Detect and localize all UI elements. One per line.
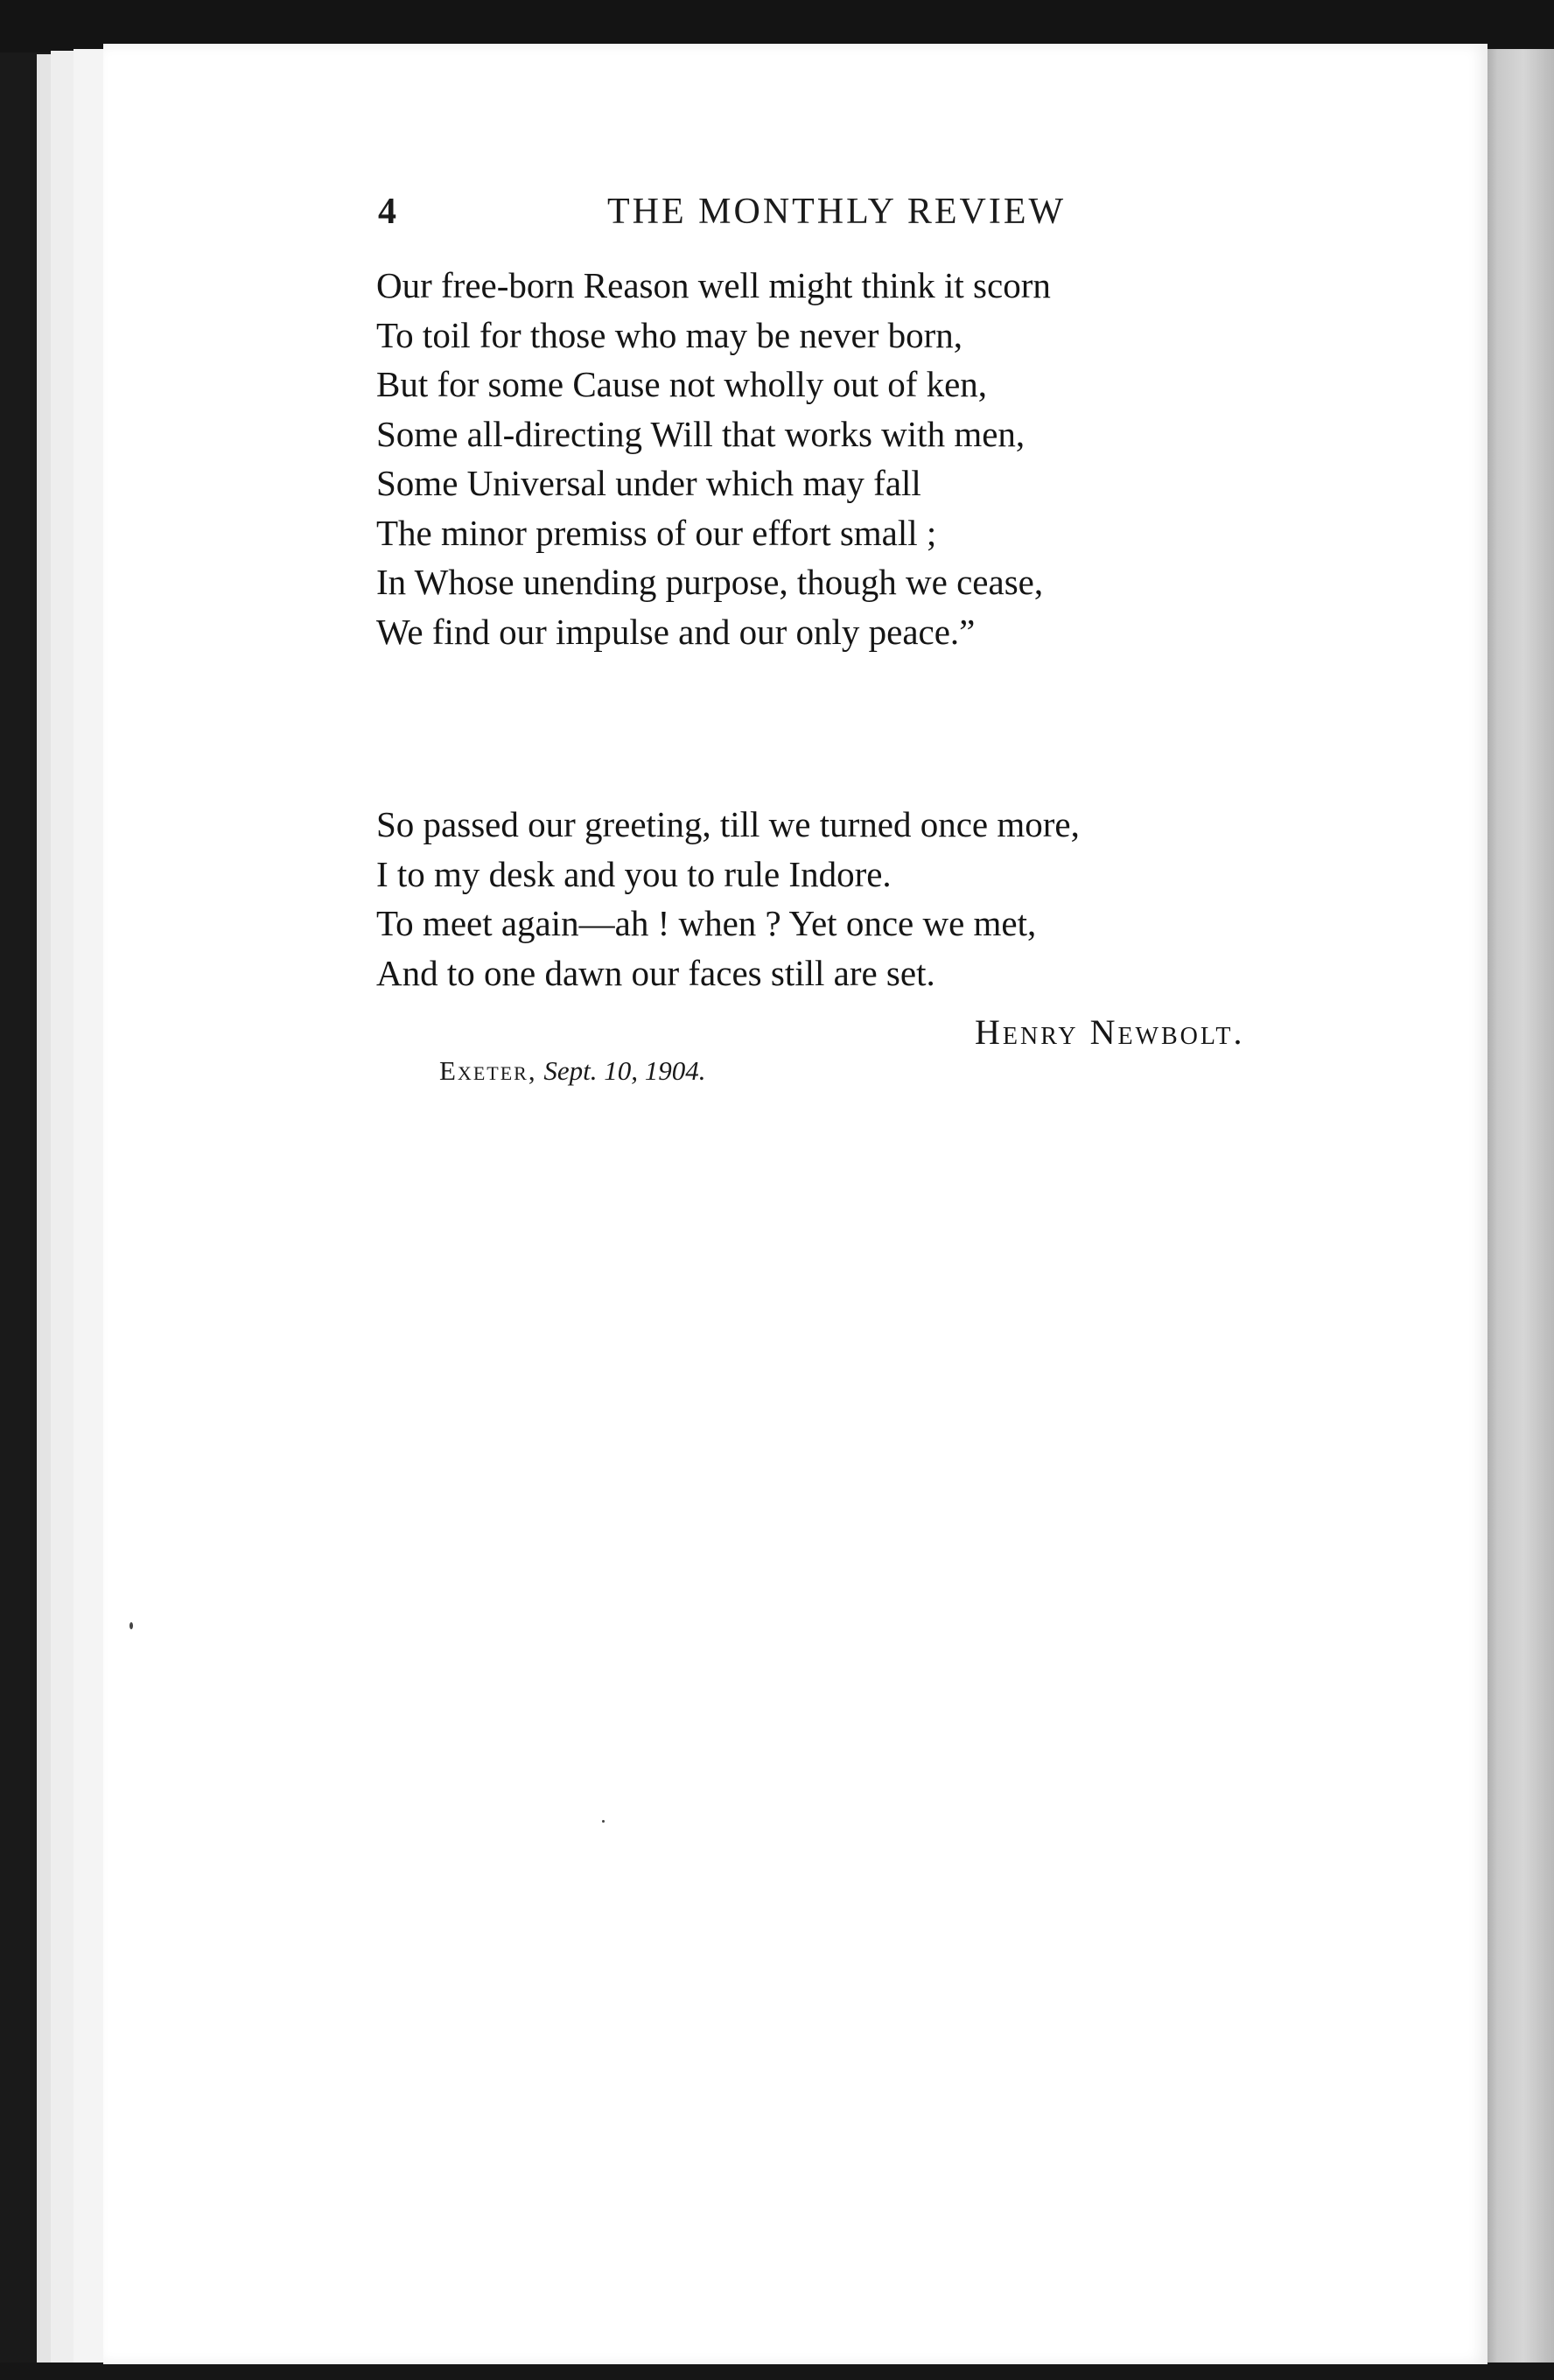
journal-title: THE MONTHLY REVIEW — [607, 192, 1067, 232]
poem-line: In Whose unending purpose, though we cease, — [376, 562, 1044, 602]
poem-line: We find our impulse and our only peace.” — [376, 611, 976, 652]
poem-line: And to one dawn our faces still are set. — [376, 952, 935, 993]
scan-speck — [602, 1820, 605, 1823]
book-page — [103, 44, 1488, 2364]
poem-line: I to my desk and you to rule Indore. — [376, 853, 892, 894]
author-signature: Henry Newbolt. — [975, 1012, 1245, 1052]
poem-line: The minor premiss of our effort small ; — [376, 512, 937, 553]
poem-line: So passed our greeting, till we turned once more, — [376, 804, 1080, 844]
poem-stanza-2 — [376, 800, 1080, 998]
page-number: 4 — [378, 192, 396, 232]
poem-line: Some all-directing Will that works with men, — [376, 413, 1026, 454]
scan-speck — [130, 1622, 133, 1629]
dateline-date: Sept. 10, 1904. — [543, 1055, 706, 1086]
scan-background-bottom — [0, 2362, 1554, 2380]
poem-line: But for some Cause not wholly out of ken, — [376, 364, 988, 404]
poem-line: Our free-born Reason well might think it scorn — [376, 265, 1051, 305]
poem-line: To toil for those who may be never born, — [376, 314, 963, 355]
dateline — [439, 1055, 705, 1087]
dateline-place: Exeter, — [439, 1055, 537, 1086]
running-head — [378, 191, 1209, 234]
poem-stanza-1 — [376, 261, 1051, 656]
poem-line: To meet again—ah ! when ? Yet once we met, — [376, 903, 1037, 943]
poem-line: Some Universal under which may fall — [376, 463, 921, 503]
book-gutter — [1479, 49, 1554, 2380]
